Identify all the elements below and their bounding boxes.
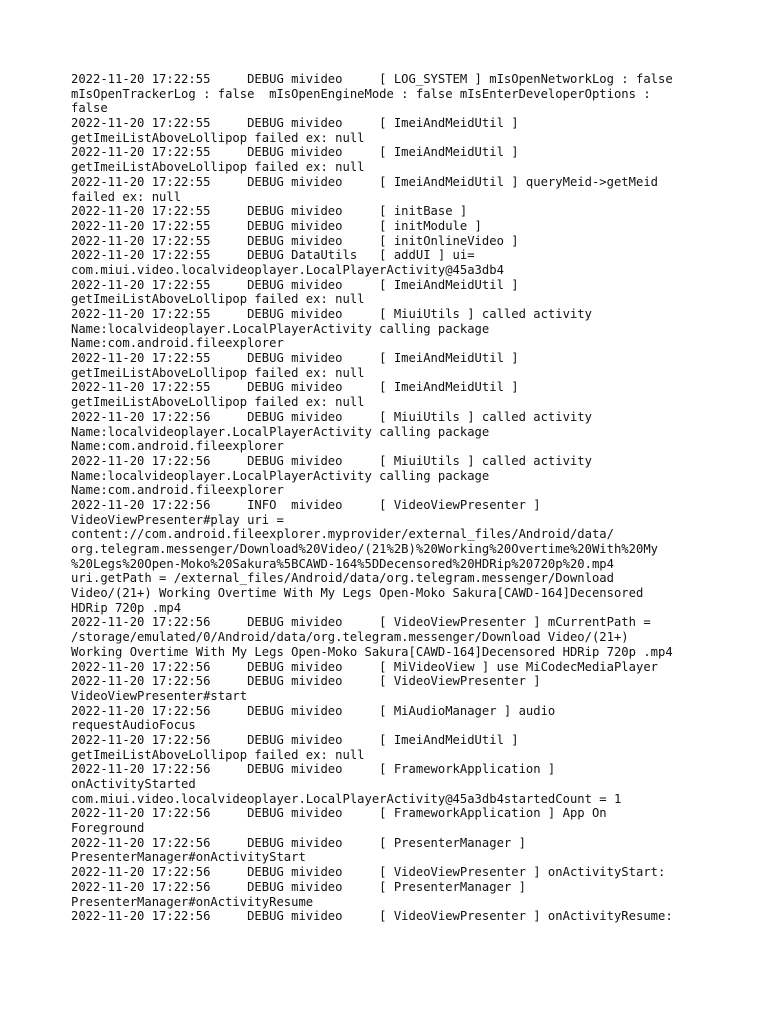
log-line: Video/(21+) Working Overtime With My Legs Open-Moko Sakura[CAWD-164]Decensored: [71, 586, 644, 601]
log-line: /storage/emulated/0/Android/data/org.telegram.messenger/Download Video/(21+): [71, 630, 629, 645]
log-line: 2022-11-20 17:22:56 INFO mivideo [ VideoViewPresenter ]: [71, 497, 541, 512]
log-line: Name:com.android.fileexplorer: [71, 483, 284, 498]
log-line: Name:com.android.fileexplorer: [71, 336, 284, 351]
log-line: 2022-11-20 17:22:55 DEBUG mivideo [ ImeiAndMeidUtil ]: [71, 116, 519, 131]
log-line: false: [71, 101, 108, 116]
log-line: 2022-11-20 17:22:55 DEBUG mivideo [ initModule ]: [71, 218, 482, 233]
log-line: 2022-11-20 17:22:55 DEBUG DataUtils [ addUI ] ui=: [71, 248, 475, 263]
log-line: 2022-11-20 17:22:56 DEBUG mivideo [ PresenterManager ]: [71, 835, 526, 850]
log-line: requestAudioFocus: [71, 718, 196, 733]
log-line: 2022-11-20 17:22:55 DEBUG mivideo [ initOnlineVideo ]: [71, 233, 519, 248]
log-line: 2022-11-20 17:22:56 DEBUG mivideo [ MiuiUtils ] called activity: [71, 453, 592, 468]
log-line: failed ex: null: [71, 189, 182, 204]
log-line: getImeiListAboveLollipop failed ex: null: [71, 292, 365, 307]
log-line: Working Overtime With My Legs Open-Moko Sakura[CAWD-164]Decensored HDRip 720p .mp4: [71, 644, 673, 659]
log-line: Name:com.android.fileexplorer: [71, 439, 284, 454]
log-line: uri.getPath = /external_files/Android/data/org.telegram.messenger/Download: [71, 571, 614, 586]
log-text-block: [71, 72, 711, 924]
log-line: %20Legs%20Open-Moko%20Sakura%5BCAWD-164%5DDecensored%20HDRip%20720p%20.mp4: [71, 556, 614, 571]
log-line: PresenterManager#onActivityStart: [71, 850, 306, 865]
log-line: com.miui.video.localvideoplayer.LocalPlayerActivity@45a3db4: [71, 262, 504, 277]
log-line: getImeiListAboveLollipop failed ex: null: [71, 747, 365, 762]
log-line: 2022-11-20 17:22:56 DEBUG mivideo [ VideoViewPresenter ] mCurrentPath =: [71, 615, 651, 630]
log-line: content://com.android.fileexplorer.myprovider/external_files/Android/data/: [71, 527, 614, 542]
log-line: 2022-11-20 17:22:56 DEBUG mivideo [ MiuiUtils ] called activity: [71, 409, 592, 424]
log-line: mIsOpenTrackerLog : false mIsOpenEngineMode : false mIsEnterDeveloperOptions :: [71, 86, 651, 101]
log-line: 2022-11-20 17:22:56 DEBUG mivideo [ FrameworkApplication ]: [71, 762, 556, 777]
log-line: 2022-11-20 17:22:55 DEBUG mivideo [ ImeiAndMeidUtil ]: [71, 277, 519, 292]
log-line: Name:localvideoplayer.LocalPlayerActivity calling package: [71, 424, 490, 439]
log-line: 2022-11-20 17:22:55 DEBUG mivideo [ ImeiAndMeidUtil ]: [71, 145, 519, 160]
log-line: 2022-11-20 17:22:55 DEBUG mivideo [ ImeiAndMeidUtil ]: [71, 351, 519, 366]
log-line: Foreground: [71, 821, 145, 836]
log-line: 2022-11-20 17:22:56 DEBUG mivideo [ VideoViewPresenter ]: [71, 674, 541, 689]
log-line: getImeiListAboveLollipop failed ex: null: [71, 365, 365, 380]
log-line: getImeiListAboveLollipop failed ex: null: [71, 160, 365, 175]
log-line: 2022-11-20 17:22:56 DEBUG mivideo [ VideoViewPresenter ] onActivityResume:: [71, 909, 673, 924]
log-line: 2022-11-20 17:22:56 DEBUG mivideo [ PresenterManager ]: [71, 879, 526, 894]
log-line: com.miui.video.localvideoplayer.LocalPlayerActivity@45a3db4startedCount = 1: [71, 791, 622, 806]
log-line: Name:localvideoplayer.LocalPlayerActivity calling package: [71, 321, 490, 336]
log-line: 2022-11-20 17:22:55 DEBUG mivideo [ initBase ]: [71, 204, 468, 219]
log-line: 2022-11-20 17:22:55 DEBUG mivideo [ ImeiAndMeidUtil ]: [71, 380, 519, 395]
log-line: org.telegram.messenger/Download%20Video/(21%2B)%20Working%20Overtime%20With%20My: [71, 542, 658, 556]
log-line: 2022-11-20 17:22:55 DEBUG mivideo [ MiuiUtils ] called activity: [71, 307, 592, 321]
log-line: 2022-11-20 17:22:56 DEBUG mivideo [ MiVideoView ] use MiCodecMediaPlayer: [71, 659, 658, 674]
log-line: 2022-11-20 17:22:56 DEBUG mivideo [ VideoViewPresenter ] onActivityStart:: [71, 865, 666, 880]
log-line: Name:localvideoplayer.LocalPlayerActivity calling package: [71, 468, 490, 483]
log-line: onActivityStarted: [71, 777, 196, 791]
log-line: getImeiListAboveLollipop failed ex: null: [71, 130, 365, 145]
log-line: VideoViewPresenter#play uri =: [71, 512, 284, 527]
log-line: VideoViewPresenter#start: [71, 688, 248, 703]
log-line: HDRip 720p .mp4: [71, 600, 182, 615]
log-line: 2022-11-20 17:22:56 DEBUG mivideo [ MiAudioManager ] audio: [71, 703, 556, 718]
log-line: getImeiListAboveLollipop failed ex: null: [71, 395, 365, 410]
log-line: 2022-11-20 17:22:55 DEBUG mivideo [ LOG_SYSTEM ] mIsOpenNetworkLog : false: [71, 72, 673, 86]
log-line: 2022-11-20 17:22:55 DEBUG mivideo [ ImeiAndMeidUtil ] queryMeid->getMeid: [71, 174, 658, 189]
log-line: 2022-11-20 17:22:56 DEBUG mivideo [ ImeiAndMeidUtil ]: [71, 732, 519, 747]
log-line: PresenterManager#onActivityResume: [71, 894, 314, 909]
log-line: 2022-11-20 17:22:56 DEBUG mivideo [ FrameworkApplication ] App On: [71, 806, 607, 821]
